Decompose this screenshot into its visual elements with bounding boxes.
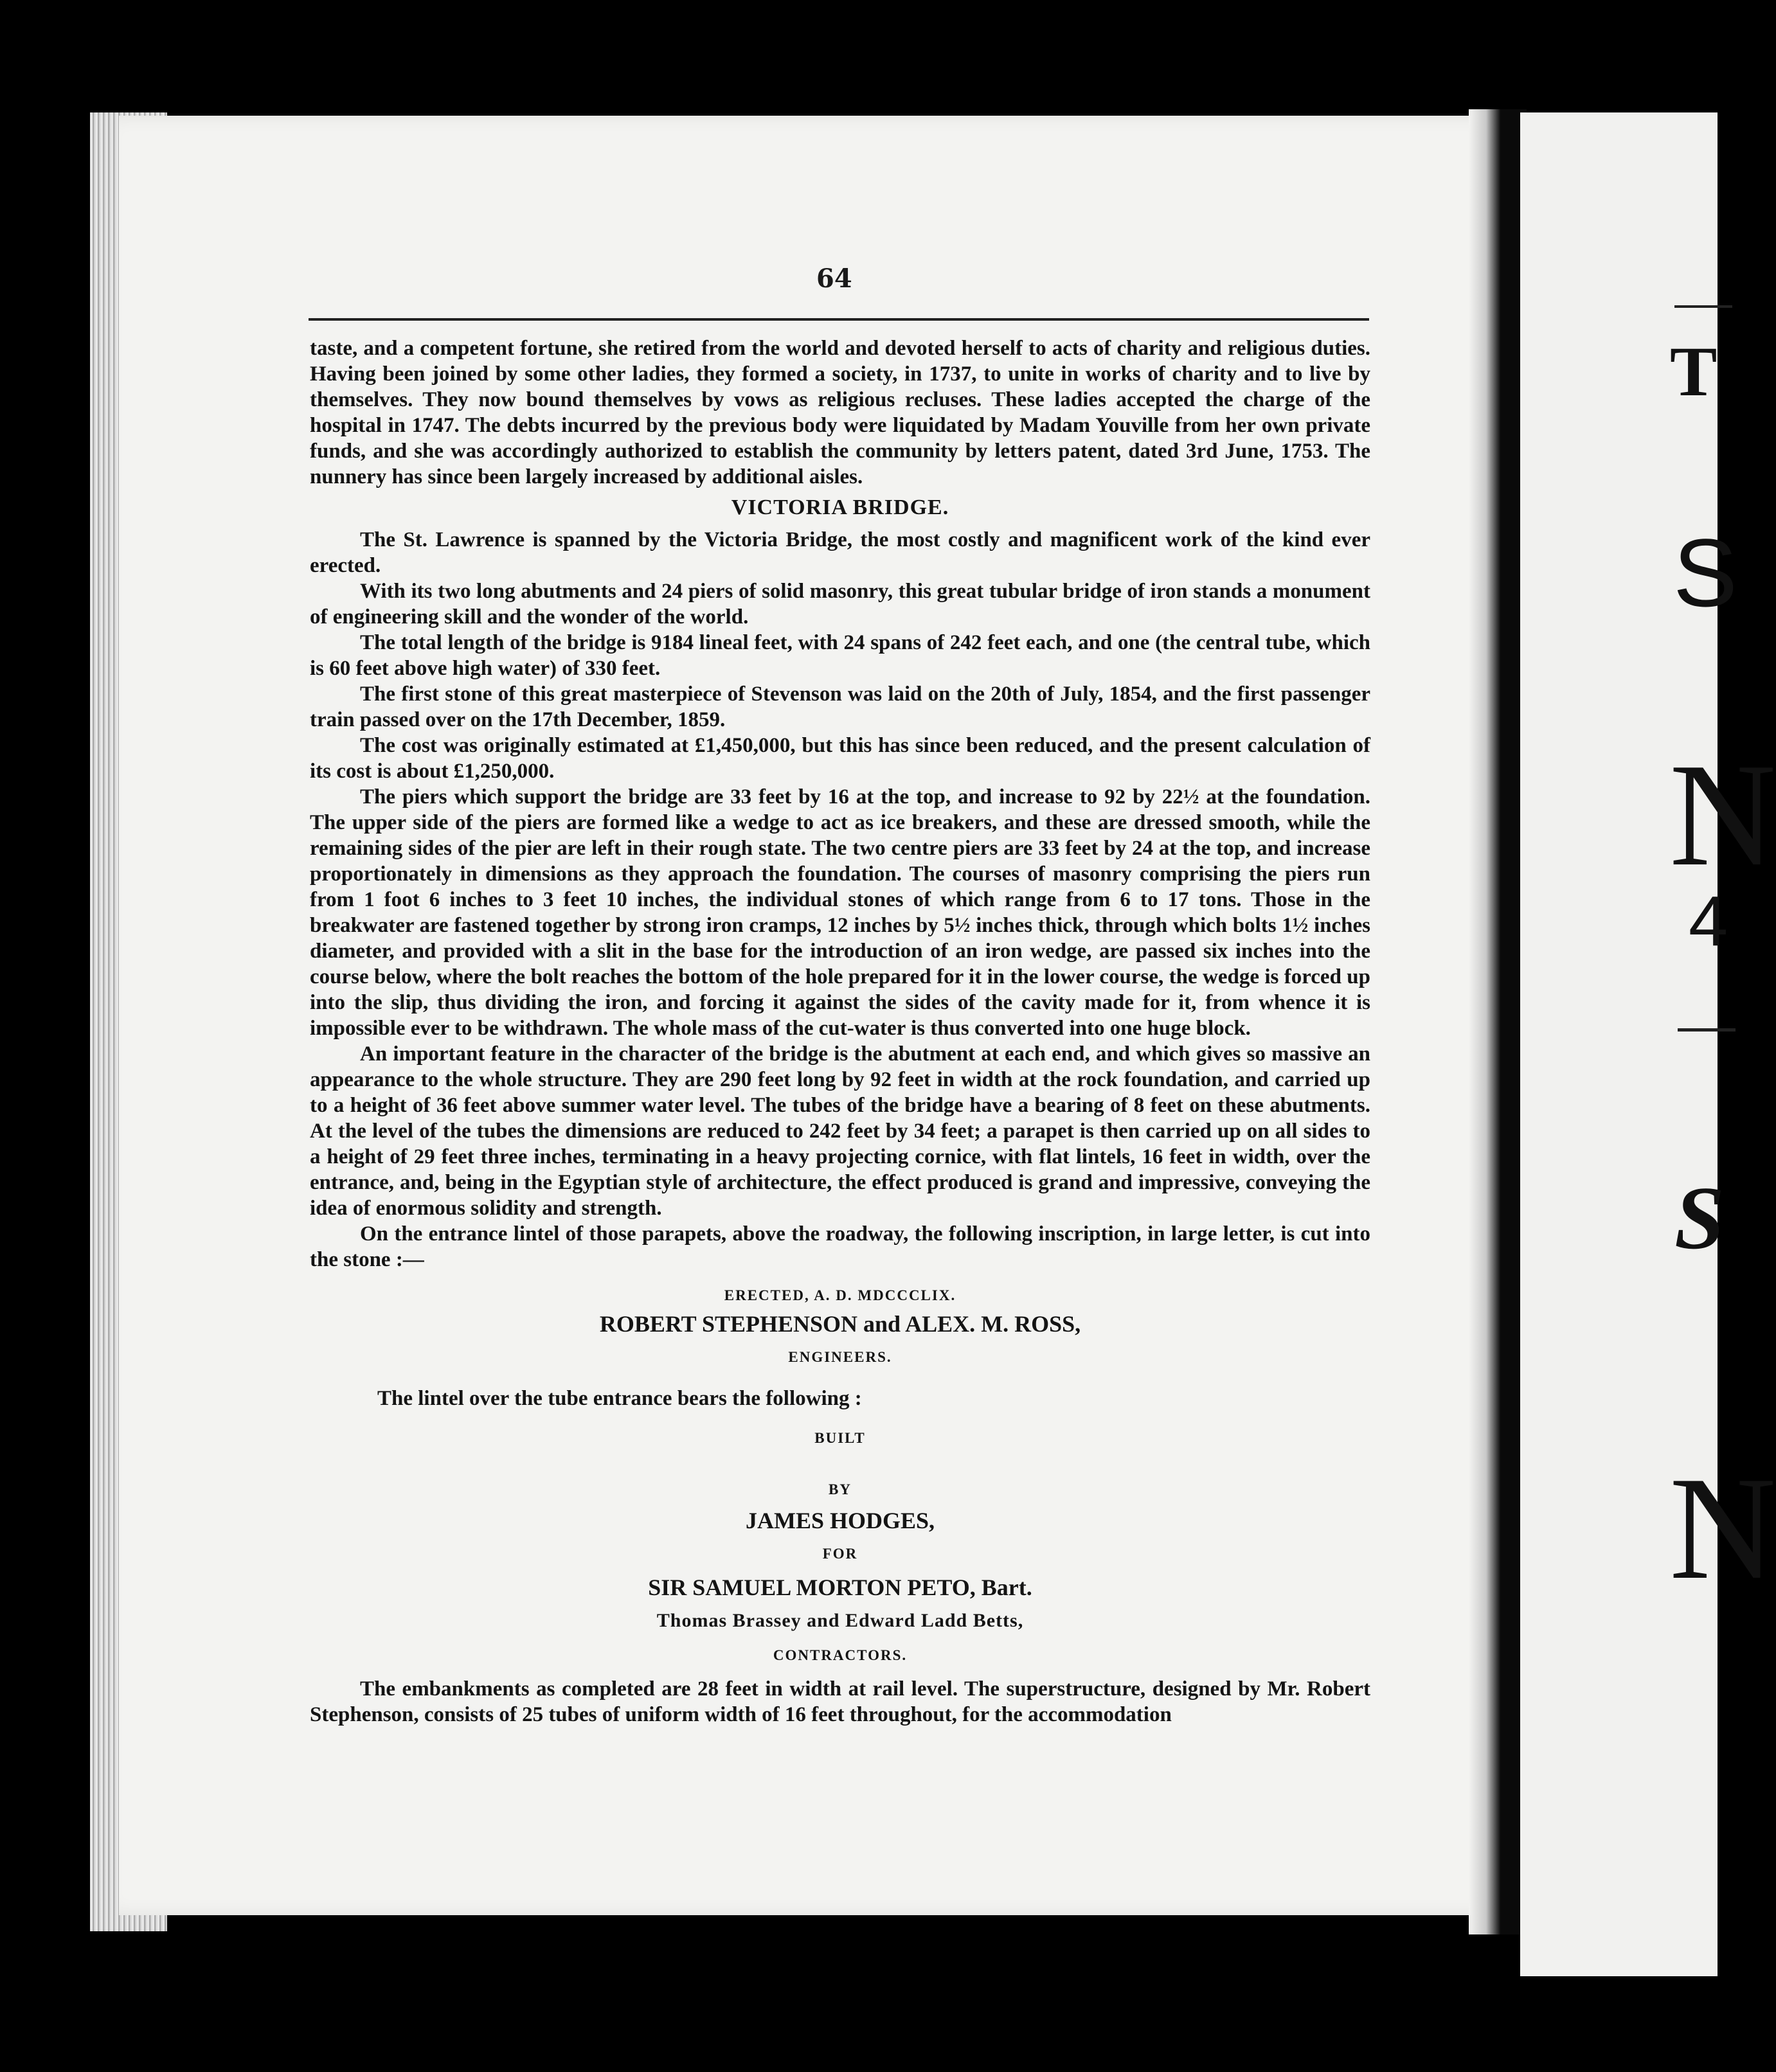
inscription-erected: ERECTED, A. D. MDCCCLIX. [724, 1287, 956, 1303]
book-gutter [1469, 109, 1527, 1934]
intro-paragraph: taste, and a competent fortune, she retired from the world and devoted herself to acts of charity and religious duties. Having been joined by some other ladies, they formed a society, in 1737, to unite in works of charity and to live by themselves. They now bound themselves by vows as religious recluses. These ladies accepted the charge of the hospital in 1747. The debts incurred by the previous body were liquidated by Madam Youville from her own private funds, and she was accordingly authorized to establish the community by letters patent, dated 3rd June, 1753. The nunnery has since been largely increased by additional aisles. [310, 337, 1370, 488]
body-paragraph: With its two long abutments and 24 piers of solid masonry, this great tubular bridge of iron stands a monument of engineering skill and the wonder of the world. [310, 580, 1370, 629]
header-rule [309, 318, 1369, 321]
body-paragraph: An important feature in the character of the bridge is the abutment at each end, and which gives so massive an appearance to the whole structure. They are 290 feet long by 92 feet in width at the rock foundation, and carried up to a height of 36 feet above summer water level. The tubes of the bridge have a bearing of 8 feet on these abutments. At the level of the tubes the dimensions are reduced to 242 feet by 34 feet; a parapet is then carried up on all sides to a height of 29 feet three inches, terminating in a heavy projecting cornice, with flat lintels, 16 feet in width, over the entrance, and, being in the Egyptian style of architecture, the effect produced is grand and impressive, conveying the idea of enormous solidity and strength. [310, 1042, 1370, 1220]
inscription-built: BUILT [814, 1430, 866, 1446]
facing-page-letter: 4 [1689, 882, 1728, 961]
inscription-engineer-names: ROBERT STEPHENSON and ALEX. M. ROSS, [599, 1311, 1081, 1337]
facing-page [1520, 112, 1776, 1976]
facing-page-letter: S [1674, 1168, 1725, 1268]
facing-page-letter: N [1669, 1446, 1776, 1610]
page-number: 64 [816, 263, 852, 294]
facing-page-letter: T [1670, 332, 1718, 411]
body-paragraph: The first stone of this great masterpiece of Stevenson was laid on the 20th of July, 1854, and the first passenger train passed over on the 17th December, 1859. [310, 683, 1370, 731]
body-paragraph: The St. Lawrence is spanned by the Victoria Bridge, the most costly and magnificent work of the kind ever erected. [310, 528, 1370, 577]
section-title: VICTORIA BRIDGE. [731, 496, 949, 519]
facing-page-rule [1674, 305, 1732, 308]
facing-page-letter: S [1673, 519, 1738, 627]
inscription-engineers-label: ENGINEERS. [788, 1349, 892, 1365]
body-paragraph: On the entrance lintel of those parapets, above the roadway, the following inscription, in large letter, is cut into the stone :— [310, 1222, 1370, 1271]
inscription-by: BY [829, 1481, 852, 1497]
body-paragraph: The total length of the bridge is 9184 lineal feet, with 24 spans of 242 feet each, and one (the central tube, which is 60 feet above high water) of 330 feet. [310, 631, 1370, 680]
body-paragraph: The cost was originally estimated at £1,450,000, but this has since been reduced, and the present calculation of its cost is about £1,250,000. [310, 734, 1370, 783]
facing-page-letter: N [1669, 733, 1776, 897]
inscription-client: SIR SAMUEL MORTON PETO, Bart. [648, 1575, 1032, 1600]
facing-page-rule [1678, 1028, 1736, 1032]
page-body [310, 335, 1370, 1728]
inscription-contractors: CONTRACTORS. [773, 1647, 908, 1663]
lintel-intro: The lintel over the tube entrance bears the following : [377, 1387, 862, 1410]
inscription-for: FOR [822, 1546, 858, 1562]
final-paragraph: The embankments as completed are 28 feet in width at rail level. The superstructure, designed by Mr. Robert Stephenson, consists of 25 tubes of uniform width of 16 feet throughout, for the accommodation [310, 1677, 1370, 1726]
inscription-builder: JAMES HODGES, [745, 1508, 935, 1533]
inscription-partners: Thomas Brassey and Edward Ladd Betts, [656, 1610, 1024, 1631]
body-paragraph: The piers which support the bridge are 33 feet by 16 at the top, and increase to 92 by 22½ at the foundation. The upper side of the piers are formed like a wedge to act as ice breakers, and these are dressed smooth, while the remaining sides of the pier are left in their rough state. The two centre piers are 33 feet by 24 at the top, and increase proportionately in dimensions as they approach the foundation. The courses of masonry comprising the piers run from 1 foot 6 inches to 3 feet 10 inches, the individual stones of which range from 6 to 17 tons. Those in the breakwater are fastened together by strong iron cramps, 12 inches by 5½ inches thick, through which bolts 1½ inches diameter, and provided with a slit in the base for the introduction of an iron wedge, are passed six inches into the course below, where the bolt reaches the bottom of the hole prepared for it in the lower course, the wedge is forced up into the slip, thus dividing the iron, and forcing it against the sides of the cavity made for it, from whence it is impossible ever to be withdrawn. The whole mass of the cut-water is thus converted into one huge block. [310, 785, 1370, 1040]
